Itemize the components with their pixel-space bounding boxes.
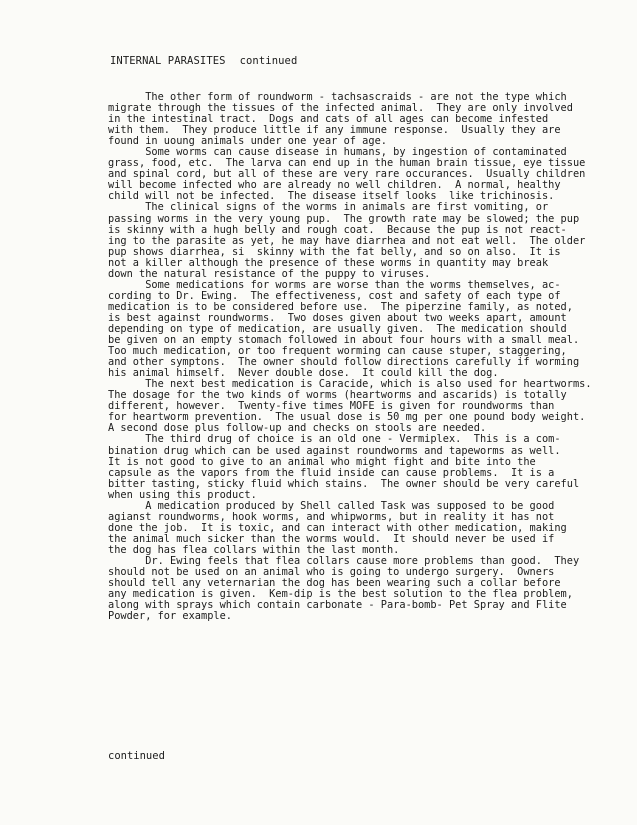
heading-continued: continued (239, 55, 298, 67)
text-line: bitter tasting, sticky fluid which stains. The owner should be very careful (108, 477, 580, 490)
text-line: capsule as the vapors from the fluid inside can cause problems. It is a (108, 466, 555, 479)
text-line: along with sprays which contain carbonate - Para-bomb- Pet Spray and Flite (108, 599, 567, 612)
text-line: the dog has flea collars within the last month. (108, 543, 400, 556)
text-line: in the intestinal tract. Dogs and cats of all ages can become infested (108, 113, 549, 126)
text-line: is best against roundworms. Two doses given about two weeks apart, amount (108, 311, 567, 324)
text-line: The other form of roundworm - tachsascraids - are not the type which (108, 91, 567, 103)
text-line: with them. They produce little if any immune response. Usually they are (108, 124, 561, 137)
text-line: be given on an empty stomach followed in about four hours with a small meal. (108, 334, 580, 347)
text-line: grass, food, etc. The larva can end up in the human brain tissue, eye tissue (108, 157, 586, 170)
footer-continued: continued (108, 750, 165, 762)
text-line: any medication is given. Kem-dip is the best solution to the flea problem, (108, 588, 573, 601)
text-line: The third drug of choice is an old one - Vermiplex. This is a com- (108, 433, 561, 446)
text-line: down the natural resistance of the puppy to viruses. (108, 267, 431, 280)
text-line: when using this product. (108, 488, 257, 501)
text-line: The next best medication is Caracide, which is also used for heartworms. (108, 378, 592, 391)
text-line: ing to the parasite as yet, he may have diarrhea and not eat well. The older (108, 234, 586, 247)
text-line: the animal much sicker than the worms would. It should never be used if (108, 532, 555, 545)
text-line: The dosage for the two kinds of worms (heartworms and ascarids) is totally (108, 389, 567, 402)
text-line: The clinical signs of the worms in animals are first vomiting, or (108, 201, 549, 214)
text-line: A second dose plus follow-up and checks on stools are needed. (108, 422, 487, 435)
text-line: bination drug which can be used against roundworms and tapeworms as well. (108, 444, 561, 457)
text-line: depending on type of medication, are usually given. The medication should (108, 322, 567, 335)
text-line: should tell any veternarian the dog has been wearing such a collar before (108, 577, 561, 590)
text-line: done the job. It is toxic, and can interact with other medication, making (108, 521, 567, 534)
body-text (108, 92, 628, 622)
text-line: Some worms can cause disease in humans, by ingestion of contaminated (108, 146, 567, 159)
text-line: not a killer although the presence of these worms in quantity may break (108, 256, 549, 269)
text-line: Powder, for example. (108, 610, 232, 623)
text-line: different, however. Twenty-five times MOFE is given for roundworms than (108, 400, 555, 413)
text-line: is skinny with a hugh belly and rough coat. Because the pup is not react- (108, 223, 567, 236)
text-line: Some medications for worms are worse than the worms themselves, ac- (108, 278, 561, 291)
text-line: for heartworm prevention. The usual dose is 50 mg per one pound body weight. (108, 411, 586, 424)
text-line: his animal himself. Never double dose. It could kill the dog. (108, 367, 499, 380)
text-line: will become infected who are already no well children. A normal, healthy (108, 179, 561, 192)
text-line: agianst roundworms, hook worms, and whipworms, but in reality it has not (108, 510, 555, 523)
text-line: child will not be infected. The disease itself looks like trichinosis. (108, 190, 555, 203)
text-line: It is not good to give to an animal who might fight and bite into the (108, 455, 536, 468)
text-line: should not be used on an animal who is going to undergo surgery. Owners (108, 566, 555, 579)
text-line: pup shows diarrhea, si skinny with the fat belly, and so on also. It is (108, 245, 561, 258)
text-line: cording to Dr. Ewing. The effectiveness, cost and safety of each type of (108, 289, 561, 302)
text-line: Too much medication, or too frequent worming can cause stuper, staggering, (108, 345, 567, 358)
text-line: found in uoung animals under one year of age. (108, 135, 387, 148)
text-line: and other symptons. The owner should follow directions carefully if worming (108, 356, 580, 369)
text-line: Dr. Ewing feels that flea collars cause more problems than good. They (108, 554, 580, 567)
page-heading (110, 55, 297, 67)
text-line: passing worms in the very young pup. The growth rate may be slowed; the pup (108, 212, 580, 225)
text-line: medication is to be considered before use. The piperzine family, as noted, (108, 300, 573, 313)
text-line: and spinal cord, but all of these are very rare occurances. Usually children (108, 168, 586, 181)
heading-title: INTERNAL PARASITES (110, 55, 226, 67)
text-line: A medication produced by Shell called Task was supposed to be good (108, 499, 555, 512)
text-line: migrate through the tissues of the infected animal. They are only involved (108, 102, 573, 115)
